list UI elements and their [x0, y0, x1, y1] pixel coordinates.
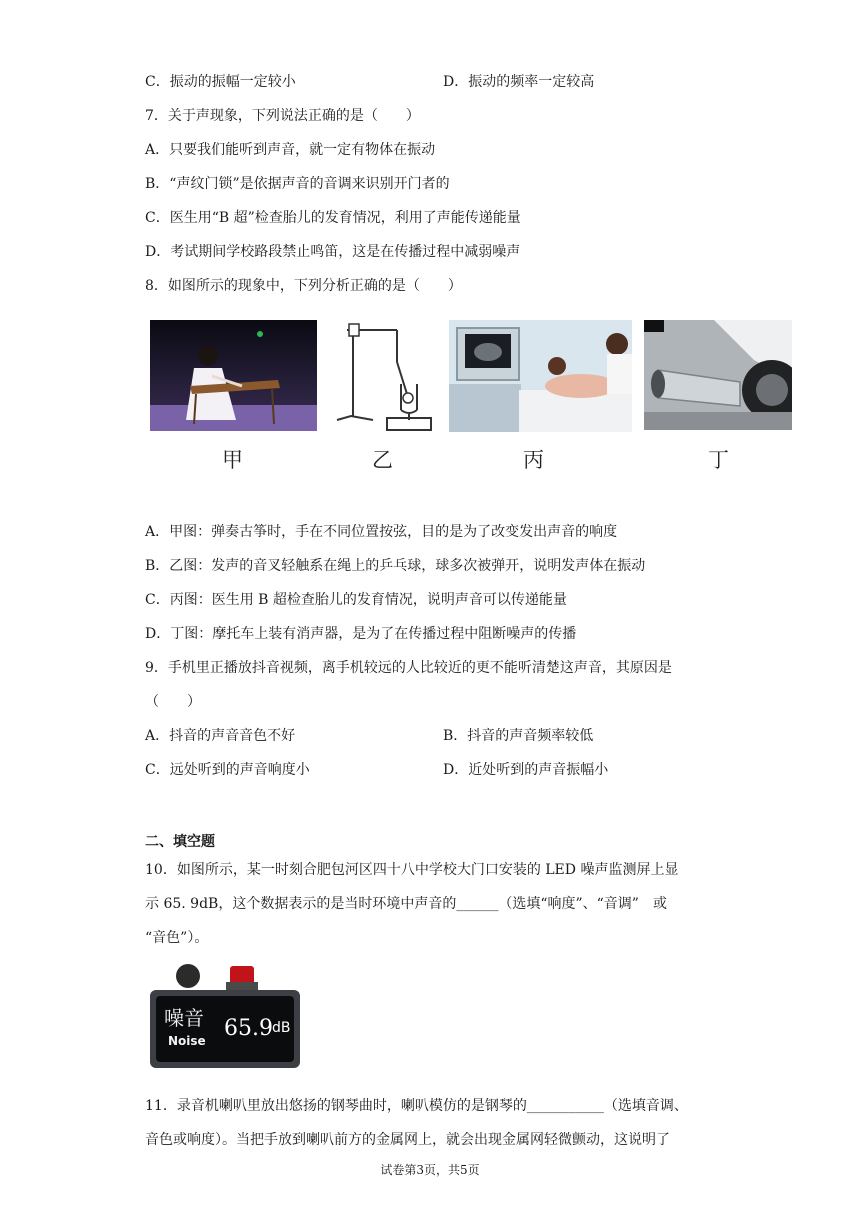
q10-line-2: 示 65. 9dB，这个数据表示的是当时环境中声音的______（选填“响度”、“音调” 或 [145, 896, 667, 912]
q7-option-c: C．医生用“B 超”检查胎儿的发育情况，利用了声能传递能量 [145, 210, 521, 226]
q9-stem-continued: （ ） [145, 694, 201, 710]
q9-option-d: D．近处听到的声音振幅小 [443, 762, 609, 778]
q8-option-c: C．丙图：医生用 B 超检查胎儿的发育情况，说明声音可以传递能量 [145, 592, 567, 608]
q9-stem: 9．手机里正播放抖音视频，离手机较远的人比较近的更不能听清楚这声音，其原因是 [145, 660, 672, 676]
q7-option-a: A．只要我们能听到声音，就一定有物体在振动 [145, 142, 436, 158]
tuning-fork-apparatus-diagram [333, 320, 433, 434]
q9-option-a: A．抖音的声音音色不好 [145, 728, 296, 744]
q8-option-a: A．甲图：弹奏古筝时，手在不同位置按弦，目的是为了改变发出声音的响度 [145, 524, 618, 540]
section-heading-fill-in: 二、填空题 [145, 834, 215, 850]
figure-caption-yi: 乙 [372, 448, 393, 472]
q8-option-d: D．丁图：摩托车上装有消声器，是为了在传播过程中阻断噪声的传播 [145, 626, 577, 642]
q9-option-c: C．远处听到的声音响度小 [145, 762, 310, 778]
guzheng-performer-photo [150, 320, 317, 431]
q6-option-c: C．振动的振幅一定较小 [145, 74, 296, 90]
q8-stem: 8．如图所示的现象中，下列分析正确的是（ ） [145, 278, 462, 294]
q7-option-b: B．“声纹门锁”是依据声音的音调来识别开门者的 [145, 176, 450, 192]
q8-option-b: B．乙图：发声的音叉轻触系在绳上的乒乓球，球多次被弹开，说明发声体在振动 [145, 558, 646, 574]
q7-option-d: D．考试期间学校路段禁止鸣笛，这是在传播过程中减弱噪声 [145, 244, 521, 260]
page-footer: 试卷第3页，共5页 [380, 1163, 480, 1177]
noise-value: 65.9 [224, 1016, 273, 1041]
noise-monitor-display [148, 962, 302, 1072]
motorcycle-muffler-photo [644, 320, 792, 430]
ultrasound-exam-photo [449, 320, 632, 432]
q6-option-d: D．振动的频率一定较高 [443, 74, 595, 90]
noise-label-en: Noise [168, 1034, 206, 1048]
q11-line-2: 音色或响度）。当把手放到喇叭前方的金属网上，就会出现金属网轻微颤动，这说明了 [145, 1132, 670, 1148]
noise-unit: dB [272, 1020, 291, 1036]
figure-caption-bing: 丙 [523, 448, 544, 472]
figure-caption-jia: 甲 [222, 448, 243, 472]
q11-line-1: 11．录音机喇叭里放出悠扬的钢琴曲时，喇叭模仿的是钢琴的___________（选填音调、 [145, 1098, 688, 1114]
q9-option-b: B．抖音的声音频率较低 [443, 728, 594, 744]
figure-caption-ding: 丁 [708, 448, 729, 472]
q7-stem: 7．关于声现象，下列说法正确的是（ ） [145, 108, 420, 124]
noise-label-cn: 噪音 [164, 1006, 204, 1030]
q10-line-1: 10．如图所示，某一时刻合肥包河区四十八中学校大门口安装的 LED 噪声监测屏上显 [145, 862, 679, 878]
q10-line-3: “音色”）。 [145, 930, 209, 946]
